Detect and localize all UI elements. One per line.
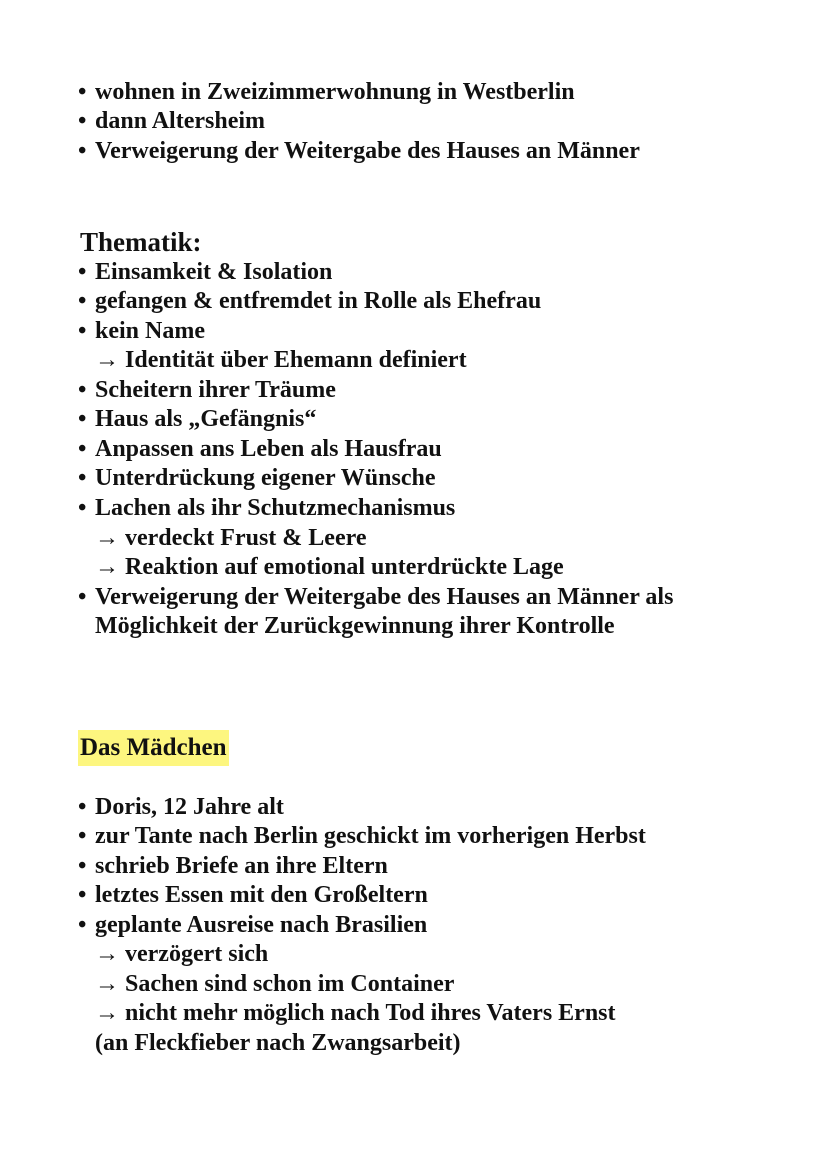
maedchen-item (78, 852, 388, 881)
bullet-icon: • (78, 79, 87, 105)
bullet-icon: • (78, 584, 87, 610)
thematik-item-text: Scheitern ihrer Träume (95, 377, 336, 403)
thematik-subitem: → Identität über Ehemann definiert (95, 347, 467, 373)
maedchen-item-text: zur Tante nach Berlin geschickt im vorherigen Herbst (95, 823, 646, 849)
intro-item-text: Verweigerung der Weitergabe des Hauses an Männer (95, 138, 640, 164)
bullet-icon: • (78, 108, 87, 134)
thematik-subitem: → verdeckt Frust & Leere (95, 525, 367, 551)
maedchen-item (78, 911, 427, 940)
maedchen-item-text: letztes Essen mit den Großeltern (95, 882, 428, 908)
bullet-icon: • (78, 794, 87, 820)
thematik-item-text: Einsamkeit & Isolation (95, 259, 333, 285)
thematik-item (78, 376, 336, 405)
intro-item-3 (78, 137, 640, 166)
thematik-item-text: gefangen & entfremdet in Rolle als Ehefrau (95, 288, 542, 314)
intro-item-2 (78, 107, 265, 136)
thematik-item-text: kein Name (95, 318, 205, 344)
bullet-icon: • (78, 912, 87, 938)
bullet-icon: • (78, 882, 87, 908)
thematik-item (78, 258, 332, 287)
bullet-icon: • (78, 465, 87, 491)
thematik-item (78, 583, 673, 612)
thematik-item-text: Haus als „Gefängnis“ (95, 406, 317, 432)
bullet-icon: • (78, 495, 87, 521)
maedchen-item (78, 793, 284, 822)
bullet-icon: • (78, 259, 87, 285)
intro-item-text: dann Altersheim (95, 108, 266, 134)
thematik-item (78, 405, 316, 434)
thematik-item-text: Lachen als ihr Schutzmechanismus (95, 495, 456, 521)
bullet-icon: • (78, 853, 87, 879)
maedchen-item-text: geplante Ausreise nach Brasilien (95, 912, 428, 938)
maedchen-item (78, 881, 428, 910)
thematik-item (78, 435, 442, 464)
thematik-item-text: Unterdrückung eigener Wünsche (95, 465, 436, 491)
bullet-icon: • (78, 288, 87, 314)
maedchen-subitem: → nicht mehr möglich nach Tod ihres Vaters Ernst (95, 1000, 616, 1026)
maedchen-item-continuation: (an Fleckfieber nach Zwangsarbeit) (95, 1030, 461, 1056)
intro-item-text: wohnen in Zweizimmerwohnung in Westberlin (95, 79, 575, 105)
thematik-item-continuation: Möglichkeit der Zurückgewinnung ihrer Kontrolle (95, 613, 615, 639)
maedchen-subitem: → Sachen sind schon im Container (95, 971, 455, 997)
maedchen-heading: Das Mädchen (78, 730, 229, 766)
thematik-item (78, 494, 455, 523)
bullet-icon: • (78, 318, 87, 344)
maedchen-item-text: schrieb Briefe an ihre Eltern (95, 853, 388, 879)
thematik-subitem: → Reaktion auf emotional unterdrückte Lage (95, 554, 564, 580)
intro-item-1 (78, 78, 575, 107)
thematik-item (78, 287, 541, 316)
thematik-heading: Thematik: (80, 227, 202, 257)
maedchen-item-text: Doris, 12 Jahre alt (95, 794, 284, 820)
bullet-icon: • (78, 823, 87, 849)
thematik-item (78, 464, 435, 493)
thematik-item-text: Anpassen ans Leben als Hausfrau (95, 436, 442, 462)
bullet-icon: • (78, 377, 87, 403)
thematik-item (78, 317, 205, 346)
maedchen-item (78, 822, 646, 851)
bullet-icon: • (78, 138, 87, 164)
thematik-item-text: Verweigerung der Weitergabe des Hauses an Männer als (95, 584, 674, 610)
bullet-icon: • (78, 406, 87, 432)
maedchen-subitem: → verzögert sich (95, 941, 269, 967)
bullet-icon: • (78, 436, 87, 462)
